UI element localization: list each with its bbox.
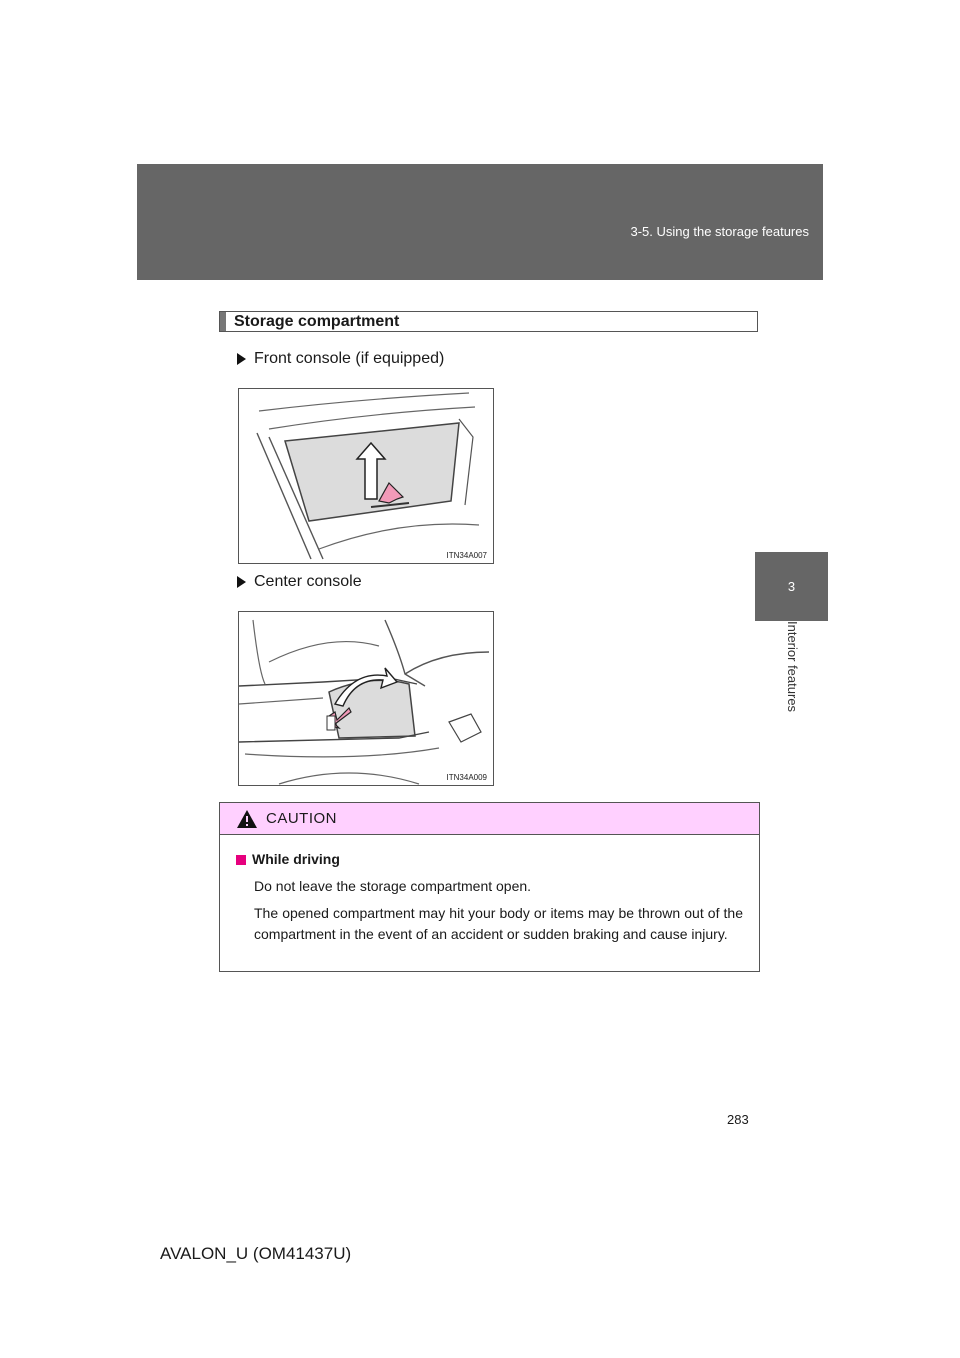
figure-caption-front bbox=[237, 350, 444, 368]
subsection-title: Storage compartment bbox=[234, 312, 400, 330]
warning-triangle-icon bbox=[236, 809, 258, 829]
chapter-number: 3 bbox=[787, 579, 796, 594]
center-console-illustration bbox=[239, 612, 493, 785]
chapter-tab[interactable] bbox=[755, 552, 828, 621]
square-bullet-icon bbox=[236, 855, 246, 865]
figure-caption-center bbox=[237, 573, 362, 591]
triangle-bullet-icon bbox=[237, 576, 246, 588]
chapter-title: Interior features bbox=[784, 621, 800, 713]
section-label: 3-5. Using the storage features bbox=[630, 224, 809, 239]
caution-paragraph: The opened compartment may hit your body or items may be thrown out of the compartment in the event of an accident or sudden braking and cause injury. bbox=[254, 905, 743, 942]
figure-code: ITN34A007 bbox=[446, 551, 487, 560]
caution-header bbox=[220, 803, 759, 835]
header-band bbox=[137, 164, 823, 280]
caution-box bbox=[219, 802, 760, 972]
front-console-illustration bbox=[239, 389, 493, 563]
caption-text: Front console (if equipped) bbox=[254, 350, 445, 367]
chapter-title-tab bbox=[755, 621, 828, 741]
caution-topic-text: While driving bbox=[252, 851, 340, 867]
figure-code: ITN34A009 bbox=[446, 773, 487, 782]
caption-text: Center console bbox=[254, 573, 362, 590]
manual-code: AVALON_U (OM41437U) bbox=[160, 1244, 352, 1263]
figure-front-console bbox=[238, 388, 494, 564]
subsection-heading bbox=[219, 311, 758, 332]
caution-paragraph: Do not leave the storage compartment open. bbox=[254, 878, 532, 894]
heading-marker bbox=[220, 312, 226, 331]
caution-topic bbox=[236, 849, 743, 870]
caution-title: CAUTION bbox=[266, 810, 337, 827]
caution-body bbox=[220, 835, 759, 945]
page-number: 283 bbox=[727, 1112, 749, 1127]
triangle-bullet-icon bbox=[237, 353, 246, 365]
figure-center-console bbox=[238, 611, 494, 786]
